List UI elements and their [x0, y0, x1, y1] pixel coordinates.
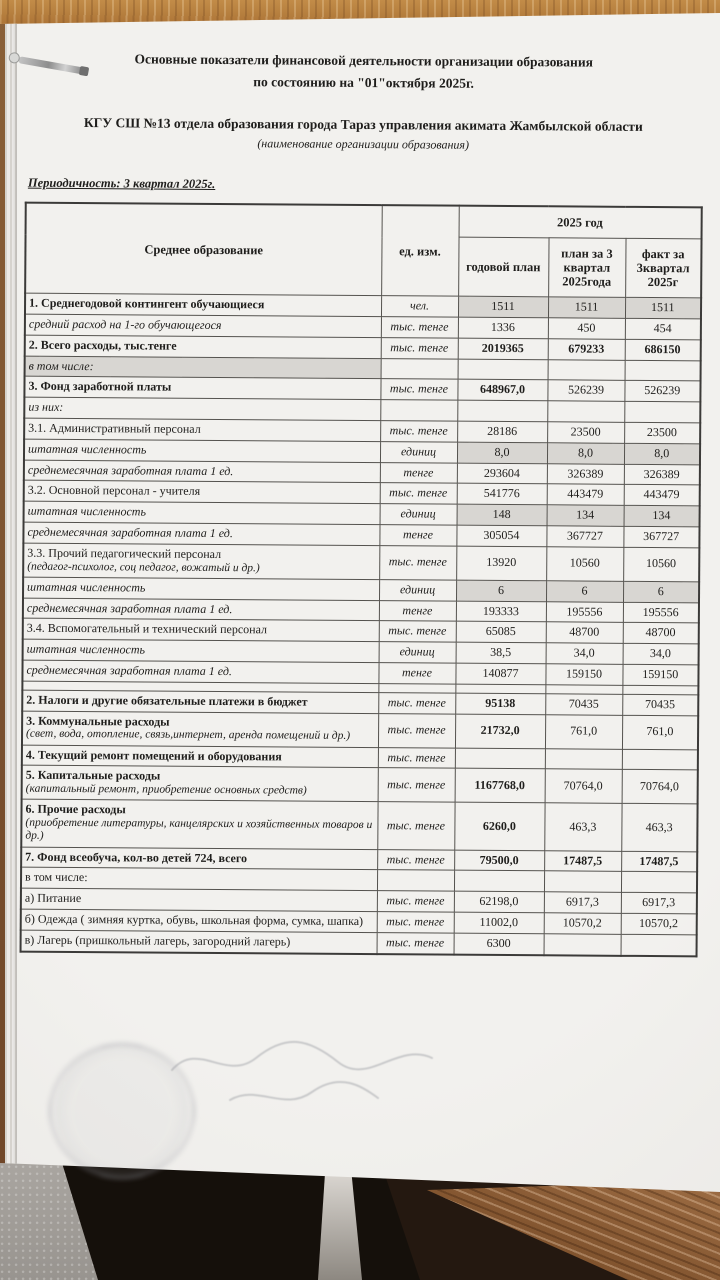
row-value-cell — [548, 359, 625, 380]
row-label-cell — [24, 439, 380, 462]
finance-table-head — [25, 203, 702, 298]
row-unit-cell: единиц — [380, 504, 457, 525]
row-label-cell — [22, 766, 378, 803]
row-value-cell: 21732,0 — [455, 714, 545, 749]
row-unit-cell: тенге — [379, 600, 456, 621]
row-unit-cell: тыс. тенге — [380, 421, 457, 442]
row-label: 4. Текущий ремонт помещений и оборудования — [25, 747, 282, 764]
row-value-cell: 367727 — [546, 526, 623, 547]
row-value-cell: 159150 — [622, 664, 698, 685]
row-value-cell: 443479 — [547, 484, 624, 505]
row-label: а) Питание — [24, 890, 82, 906]
row-value-cell: 6260,0 — [454, 803, 544, 851]
row-sublabel: (приобретение литературы, канцелярских и хозяйственных товаров и др.) — [25, 816, 373, 843]
row-value-cell: 10570,2 — [621, 913, 697, 934]
row-unit-cell: тыс. тенге — [378, 768, 455, 803]
row-value-cell — [544, 871, 621, 892]
row-value-cell: 526239 — [624, 381, 700, 402]
row-value-cell: 6917,3 — [621, 893, 697, 914]
table-row — [22, 766, 698, 805]
row-value-cell: 23500 — [547, 422, 624, 443]
row-value-cell: 193333 — [456, 601, 546, 622]
row-label: штатная численность — [26, 641, 146, 657]
row-value-cell: 140877 — [455, 663, 545, 684]
row-value-cell: 70435 — [622, 694, 698, 715]
row-unit-cell: тыс. тенге — [379, 621, 456, 642]
row-label: среднемесячная заработная плата 1 ед. — [27, 462, 234, 478]
row-value-cell: 10560 — [546, 547, 623, 582]
row-unit-cell — [380, 400, 457, 421]
organization-name: КГУ СШ №13 отдела образования города Тараз управления акимата Жамбылской области — [83, 115, 643, 135]
row-value-cell: 1511 — [625, 298, 701, 319]
row-label: штатная численность — [27, 503, 147, 519]
signature-handwriting — [160, 1028, 450, 1123]
row-value-cell — [458, 359, 548, 380]
row-value-cell: 10560 — [623, 547, 699, 582]
row-label-cell — [21, 930, 377, 954]
row-value-cell: 70764,0 — [622, 770, 698, 805]
row-value-cell: 6 — [546, 581, 623, 602]
row-label-cell — [25, 335, 381, 358]
row-unit-cell: тыс. тенге — [380, 379, 457, 400]
column-header-year-group: 2025 год — [459, 206, 702, 239]
row-value-cell: 443479 — [624, 485, 700, 506]
row-value-cell — [455, 748, 545, 769]
row-unit-cell: тенге — [379, 525, 456, 546]
row-value-cell: 11002,0 — [454, 912, 544, 933]
row-label-cell — [24, 418, 380, 441]
row-label: 3.1. Административный персонал — [28, 420, 201, 436]
row-value-cell: 65085 — [456, 622, 546, 643]
row-value-cell: 8,0 — [457, 442, 547, 463]
row-label-cell — [22, 745, 378, 768]
row-unit-cell: единиц — [379, 579, 456, 600]
row-value-cell: 10570,2 — [544, 913, 621, 934]
row-value-cell: 62198,0 — [454, 891, 544, 912]
row-label-cell — [22, 711, 378, 748]
row-unit-cell: тенге — [378, 663, 455, 684]
row-value-cell: 48700 — [623, 623, 699, 644]
row-label: 3. Коммунальные расходы — [26, 713, 170, 729]
row-value-cell: 1511 — [458, 296, 548, 317]
row-value-cell — [622, 749, 698, 770]
row-value-cell: 541776 — [457, 484, 547, 505]
row-unit-cell: тыс. тенге — [379, 545, 456, 580]
row-unit-cell: единиц — [379, 642, 456, 663]
row-value-cell: 6 — [456, 580, 546, 601]
row-sublabel: (капитальный ремонт, приобретение основных средств) — [25, 782, 307, 797]
row-value-cell: 6917,3 — [544, 892, 621, 913]
row-label-cell — [22, 660, 378, 683]
row-unit-cell: тыс. тенге — [377, 802, 454, 850]
table-row — [23, 543, 699, 582]
row-value-cell: 454 — [625, 318, 701, 339]
row-label-cell — [25, 293, 381, 316]
organization-caption: (наименование организации образования) — [257, 136, 470, 152]
signature-strokes — [160, 1028, 450, 1118]
row-unit-cell: тыс. тенге — [378, 692, 455, 713]
row-value-cell — [625, 360, 701, 381]
row-label: 6. Прочие расходы — [25, 802, 126, 817]
row-value-cell: 450 — [548, 318, 625, 339]
row-sublabel: (педагог-психолог, соц педагог, вожатый и др.) — [27, 560, 260, 574]
row-label-cell — [23, 639, 379, 662]
row-value-cell: 6 — [623, 581, 699, 602]
row-value-cell: 79500,0 — [454, 850, 544, 871]
row-value-cell: 1336 — [458, 317, 548, 338]
row-label-cell — [23, 577, 379, 600]
header-row-year — [26, 203, 702, 239]
row-unit-cell: тыс. тенге — [377, 912, 454, 933]
row-label-cell — [22, 690, 378, 713]
row-value-cell: 134 — [547, 505, 624, 526]
row-label — [23, 685, 377, 687]
row-unit-cell — [377, 870, 454, 891]
row-unit-cell: единиц — [380, 441, 457, 462]
row-value-cell: 70764,0 — [545, 769, 622, 804]
table-row — [21, 800, 697, 852]
row-value-cell: 6300 — [454, 933, 544, 955]
row-label-cell — [25, 356, 381, 379]
row-label-cell — [25, 314, 381, 337]
row-value-cell: 28186 — [457, 421, 547, 442]
row-value-cell: 463,3 — [544, 803, 621, 851]
row-value-cell — [544, 934, 621, 956]
row-value-cell: 13920 — [456, 546, 546, 581]
row-value-cell: 8,0 — [547, 443, 624, 464]
row-label: штатная численность — [27, 579, 146, 595]
row-value-cell — [457, 400, 547, 421]
row-label: б) Одежда ( зимняя куртка, обувь, школьная форма, сумка, шапка) — [24, 911, 364, 929]
column-header-unit: ед. изм. — [381, 205, 459, 296]
row-value-cell: 17487,5 — [621, 851, 697, 872]
row-value-cell — [547, 401, 624, 422]
row-value-cell: 195556 — [546, 601, 623, 622]
row-value-cell: 148 — [457, 504, 547, 525]
row-label: штатная численность — [28, 441, 147, 457]
periodicity-label: Периодичность: 3 квартал 2025г. — [27, 175, 216, 192]
row-label-cell — [24, 460, 380, 483]
finance-table-body — [21, 293, 702, 956]
row-unit-cell: тыс. тенге — [378, 713, 455, 748]
row-label-cell — [21, 800, 377, 850]
row-value-cell: 48700 — [546, 622, 623, 643]
column-header-fact-q3: факт за 3квартал 2025г — [625, 239, 701, 299]
row-label: в том числе: — [25, 870, 88, 885]
finance-table — [20, 202, 703, 957]
row-label-cell — [24, 377, 380, 400]
row-label: 3.2. Основной персонал - учителя — [27, 483, 201, 499]
document-title-line1: Основные показатели финансовой деятельности организации образования — [134, 51, 594, 70]
row-label: среднемесячная заработная плата 1 ед. — [27, 524, 233, 541]
row-value-cell: 463,3 — [621, 804, 697, 852]
row-value-cell: 2019365 — [458, 338, 548, 359]
row-value-cell: 134 — [624, 505, 700, 526]
row-label-cell — [23, 522, 379, 545]
row-value-cell: 326389 — [624, 464, 700, 485]
row-value-cell — [454, 871, 544, 892]
row-value-cell: 305054 — [456, 525, 546, 546]
column-header-annual-plan: годовой план — [458, 237, 548, 297]
row-value-cell: 23500 — [624, 422, 700, 443]
row-unit-cell: тыс. тенге — [381, 337, 458, 358]
document-header — [3, 0, 720, 155]
row-label-cell — [24, 397, 380, 420]
row-unit-cell: тыс. тенге — [377, 849, 454, 870]
row-label: 5. Капитальные расходы — [25, 768, 161, 783]
row-label-cell — [21, 847, 377, 870]
table-row — [21, 930, 697, 956]
row-value-cell: 159150 — [545, 664, 622, 685]
row-label-cell — [23, 619, 379, 642]
row-label: 3.3. Прочий педагогический персонал — [27, 545, 222, 561]
row-label-cell — [23, 543, 379, 580]
row-label: среднемесячная заработная плата 1 ед. — [26, 600, 233, 616]
row-value-cell: 293604 — [457, 463, 547, 484]
row-label: средний расход на 1-го обучающегося — [28, 316, 222, 333]
column-header-plan-q3: план за 3 квартал 2025года — [548, 238, 625, 298]
row-label: 7. Фонд всеобуча, кол-во детей 724, всего — [25, 849, 248, 865]
row-label: в том числе: — [28, 358, 94, 373]
row-label: среднемесячная заработная плата 1 ед. — [26, 662, 232, 679]
row-value-cell: 34,0 — [623, 643, 699, 664]
row-unit-cell: тыс. тенге — [377, 932, 454, 954]
row-value-cell: 34,0 — [546, 643, 623, 664]
row-label-cell — [21, 868, 377, 891]
row-label: из них: — [28, 399, 64, 415]
row-value-cell: 70435 — [545, 694, 622, 715]
row-value-cell — [545, 748, 622, 769]
column-header-name: Среднее образование — [25, 203, 382, 296]
row-label: 2. Налоги и другие обязательные платежи в бюджет — [26, 692, 308, 709]
row-value-cell: 761,0 — [545, 714, 622, 749]
row-value-cell: 686150 — [625, 339, 701, 360]
row-value-cell: 679233 — [548, 339, 625, 360]
row-value-cell: 1167768,0 — [455, 769, 545, 804]
row-label-cell — [24, 481, 380, 504]
row-label-cell — [24, 501, 380, 524]
row-unit-cell: тыс. тенге — [381, 317, 458, 338]
row-value-cell: 1511 — [548, 297, 625, 318]
row-value-cell — [621, 872, 697, 893]
row-value-cell — [624, 402, 700, 423]
row-value-cell: 8,0 — [624, 443, 700, 464]
row-label-cell — [21, 909, 377, 932]
row-sublabel: (свет, вода, отопление, связь,интернет, аренда помещений и др.) — [26, 728, 351, 743]
row-value-cell: 195556 — [623, 602, 699, 623]
row-value-cell: 648967,0 — [457, 380, 547, 401]
row-label: 2. Всего расходы, тыс.тенге — [28, 337, 177, 353]
row-value-cell: 367727 — [623, 526, 699, 547]
row-label: в) Лагерь (пришкольный лагерь, загородний лагерь) — [24, 932, 291, 949]
document-title-line2: по состоянию на "01"октября 2025г. — [253, 73, 475, 91]
row-label: 3.4. Вспомогательный и технический персонал — [26, 621, 268, 637]
row-label-cell — [21, 888, 377, 911]
row-value-cell: 17487,5 — [544, 850, 621, 871]
row-unit-cell: тыс. тенге — [380, 483, 457, 504]
row-label-cell — [23, 598, 379, 621]
row-unit-cell: чел. — [381, 296, 458, 317]
row-unit-cell: тыс. тенге — [377, 891, 454, 912]
row-value-cell — [621, 934, 697, 956]
row-value-cell: 38,5 — [456, 642, 546, 663]
row-value-cell: 761,0 — [622, 715, 698, 750]
row-unit-cell: тыс. тенге — [378, 747, 455, 768]
row-unit-cell: тенге — [380, 462, 457, 483]
row-label: 3. Фонд заработной платы — [28, 379, 172, 395]
periodicity-row — [3, 150, 720, 197]
table-row — [22, 711, 698, 750]
row-value-cell: 526239 — [547, 380, 624, 401]
row-label: 1. Среднегодовой контингент обучающиеся — [29, 295, 265, 312]
row-value-cell: 326389 — [547, 463, 624, 484]
row-unit-cell — [381, 358, 458, 379]
row-value-cell: 95138 — [455, 693, 545, 714]
